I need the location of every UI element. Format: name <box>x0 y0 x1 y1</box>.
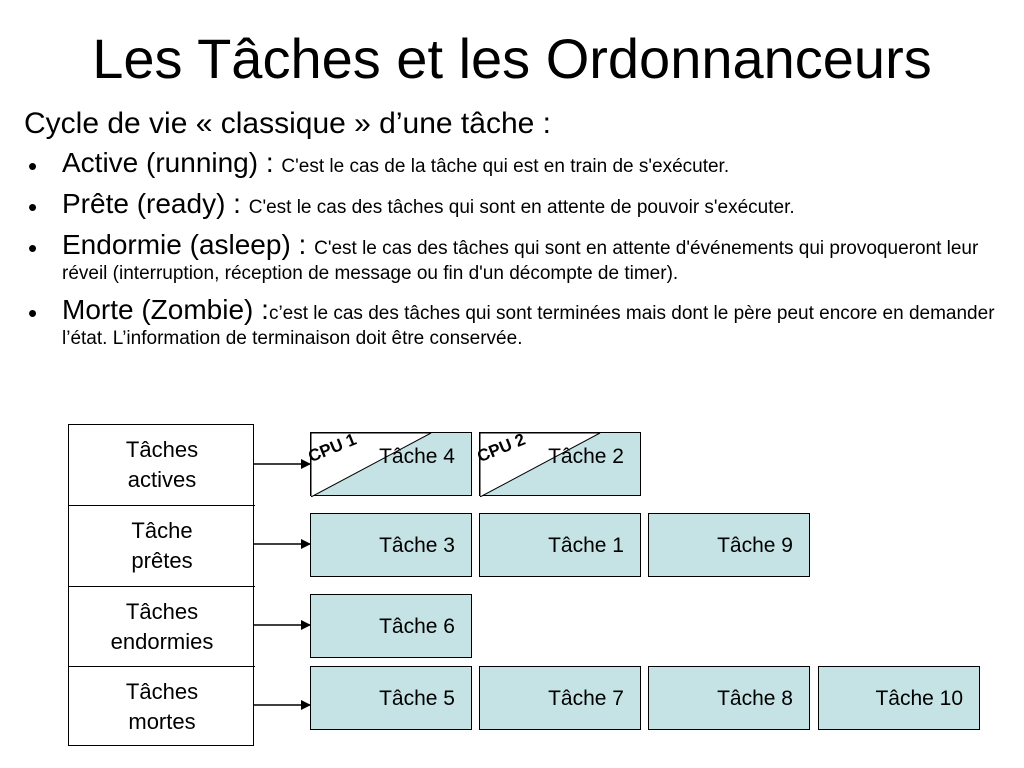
category-line2: mortes <box>128 709 196 734</box>
bullet-dot-icon: • <box>28 233 38 263</box>
task-box <box>474 429 641 496</box>
state-description: C'est le cas de la tâche qui est en train de s'exécuter. <box>281 156 730 177</box>
task-box <box>310 666 472 730</box>
section-subtitle: Cycle de vie « classique » d’une tâche : <box>24 107 551 140</box>
state-item-zombie <box>28 293 1018 351</box>
task-box <box>479 666 641 730</box>
state-item-ready <box>28 187 1018 221</box>
state-term: Active (running) : <box>62 147 282 178</box>
task-box <box>305 429 472 496</box>
category-asleep <box>69 586 255 666</box>
state-description: C'est le cas des tâches qui sont en attente d'événements qui provoqueront leur réveil (interruption, réception de message ou fin d'un décompte de timer). <box>62 238 979 284</box>
state-list <box>28 146 1018 358</box>
task-box <box>479 513 641 577</box>
state-term: Endormie (asleep) : <box>62 229 315 260</box>
task-box <box>818 666 980 730</box>
task-label: Tâche 5 <box>379 687 455 710</box>
category-line1: Tâche <box>131 518 193 543</box>
category-active <box>69 425 255 505</box>
category-line2: endormies <box>110 628 214 654</box>
state-description: C'est le cas des tâches qui sont en attente de pouvoir s'exécuter. <box>248 197 795 218</box>
cpu-label: CPU 1 <box>305 429 360 467</box>
state-item-active <box>28 146 1018 180</box>
task-label: Tâche 7 <box>548 687 624 710</box>
state-item-asleep <box>28 228 1018 286</box>
task-label: Tâche 8 <box>717 687 793 710</box>
task-label: Tâche 4 <box>379 445 455 468</box>
task-label: Tâche 1 <box>548 534 624 557</box>
task-label: Tâche 3 <box>379 534 455 557</box>
task-label: Tâche 6 <box>379 615 455 638</box>
task-box <box>310 513 472 577</box>
slide-title: Les Tâches et les Ordonnanceurs <box>92 27 932 90</box>
task-label: Tâche 2 <box>548 445 624 468</box>
category-line2: actives <box>127 467 197 492</box>
bullet-dot-icon: • <box>28 298 38 328</box>
bullet-dot-icon: • <box>28 192 38 222</box>
bullet-dot-icon: • <box>28 151 38 181</box>
category-line1: Tâches <box>125 598 199 624</box>
task-label: Tâche 9 <box>717 534 793 557</box>
task-box <box>648 513 810 577</box>
category-ready <box>69 505 255 586</box>
category-column <box>68 424 254 746</box>
category-line1: Tâches <box>125 437 199 462</box>
task-label: Tâche 10 <box>875 687 963 710</box>
category-line1: Tâches <box>125 679 199 704</box>
category-line2: prêtes <box>131 548 193 573</box>
state-term: Morte (Zombie) : <box>62 294 269 325</box>
state-term: Prête (ready) : <box>62 188 249 219</box>
category-dead <box>69 666 255 747</box>
task-box <box>648 666 810 730</box>
task-box <box>310 594 472 658</box>
cpu-label: CPU 2 <box>474 429 529 467</box>
state-description: c’est le cas des tâches qui sont terminées mais dont le père peut encore en demander l’état. L’information de terminaison doit être conservée. <box>62 303 995 349</box>
